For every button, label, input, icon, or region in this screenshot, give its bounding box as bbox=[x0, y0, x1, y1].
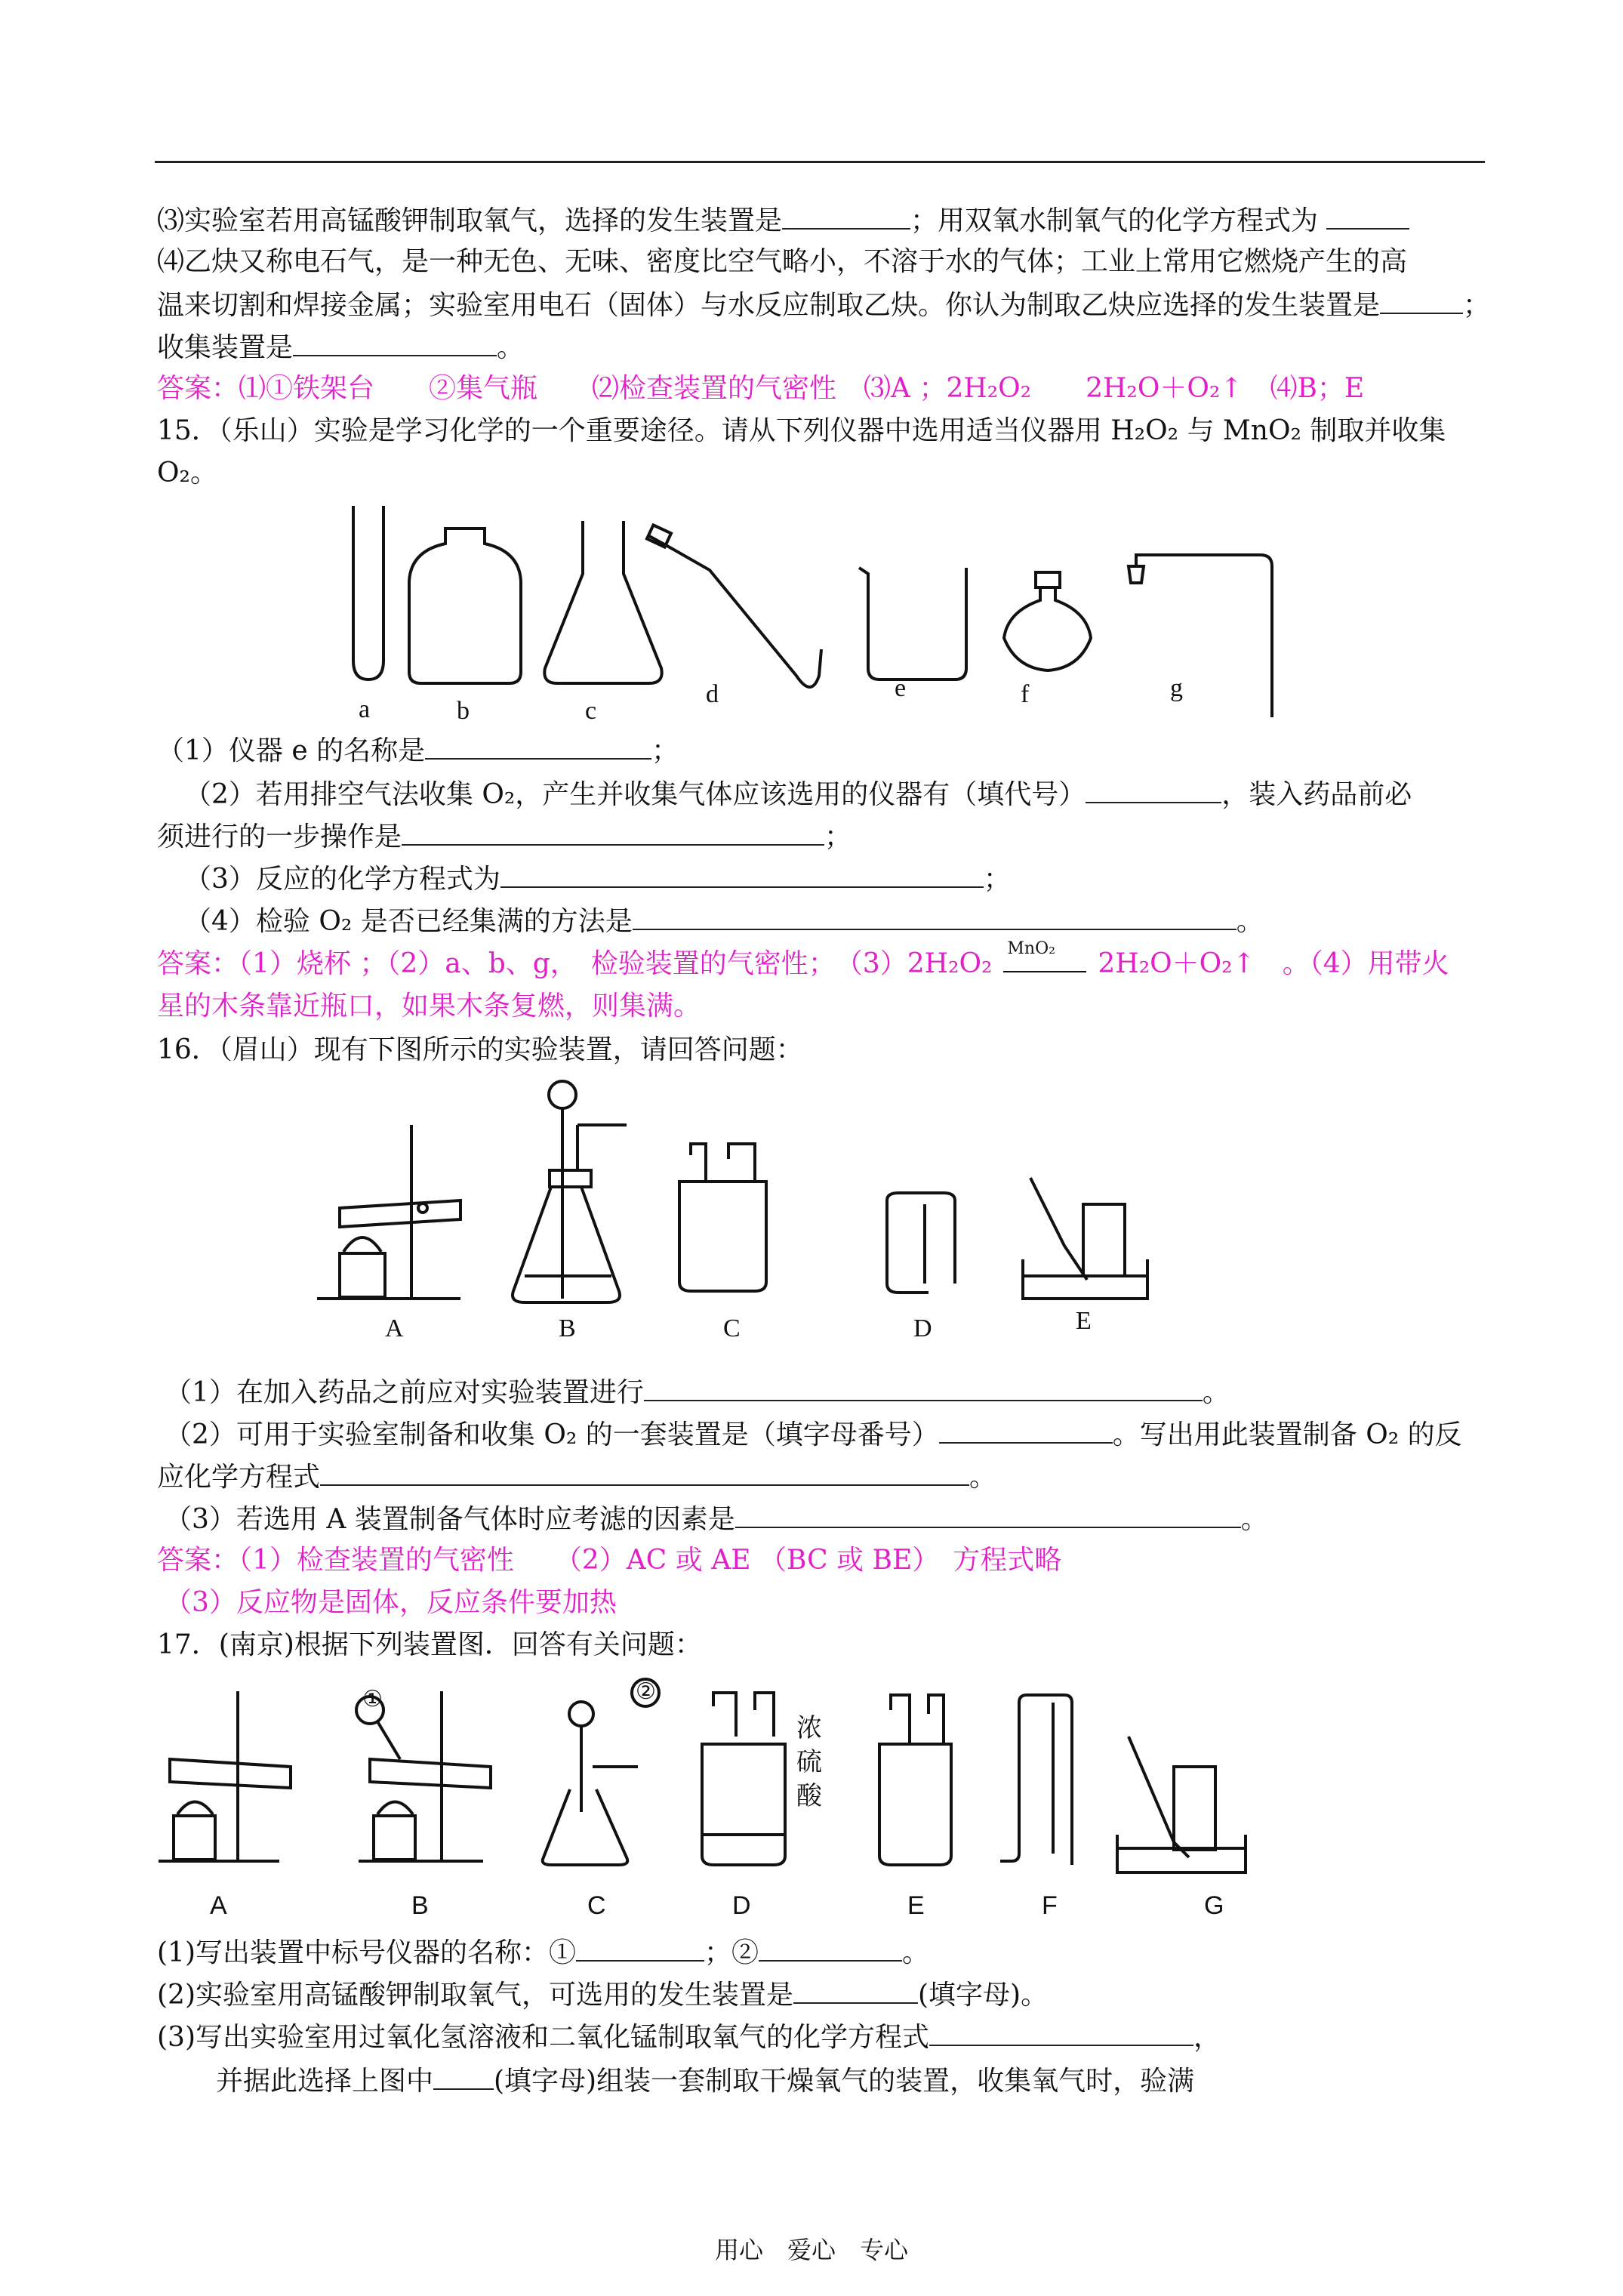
page-footer: 用心 爱心 专心 bbox=[714, 2236, 908, 2264]
q17-stem: 17．(南京)根据下列装置图．回答有关问题： bbox=[157, 1629, 702, 1660]
blank[interactable] bbox=[433, 2061, 494, 2090]
label-f: F bbox=[1042, 1891, 1058, 1920]
apparatus-f-icon bbox=[1000, 1695, 1072, 1865]
label-g: G bbox=[1204, 1891, 1224, 1920]
blank[interactable] bbox=[782, 201, 910, 230]
apparatus-d-icon bbox=[702, 1693, 785, 1865]
blank[interactable] bbox=[793, 1975, 918, 2004]
blank[interactable] bbox=[402, 817, 824, 846]
delivery-tube-icon bbox=[649, 536, 821, 687]
q15-sub1: （1）仪器 e 的名称是 ； bbox=[157, 731, 679, 770]
label-b: B bbox=[411, 1891, 429, 1920]
blank[interactable] bbox=[939, 1415, 1113, 1444]
label-a: a bbox=[359, 695, 371, 723]
blank[interactable] bbox=[644, 1373, 1203, 1401]
label-d: D bbox=[913, 1314, 932, 1342]
blank[interactable] bbox=[425, 731, 651, 760]
blank[interactable] bbox=[1380, 285, 1463, 314]
bent-tube-icon bbox=[1136, 555, 1272, 717]
q16-sub2-line2: 应化学方程式 。 bbox=[157, 1457, 996, 1496]
apparatus-a-icon bbox=[159, 1691, 291, 1861]
apparatus-c-icon bbox=[679, 1144, 766, 1291]
label-c: c bbox=[585, 697, 597, 725]
q15-sub3: （3）反应的化学方程式为 ； bbox=[184, 859, 1011, 898]
q16-sub2-line1: （2）可用于实验室制备和收集 O₂ 的一套装置是（填字母番号） 。写出用此装置制备 O₂ 的反 bbox=[165, 1415, 1462, 1454]
q17-sub3: (3)写出实验室用过氧化氢溶液和二氧化锰制取氧气的化学方程式 ， bbox=[157, 2017, 1221, 2057]
label-b: b bbox=[457, 697, 470, 725]
apparatus-e-icon bbox=[1023, 1178, 1147, 1299]
acid-char-2: 硫 bbox=[796, 1747, 822, 1777]
apparatus-c-icon bbox=[543, 1679, 659, 1865]
catalyst-label: MnO₂ bbox=[1007, 939, 1055, 958]
q15-sub4: （4）检验 O₂ 是否已经集满的方法是 。 bbox=[184, 901, 1264, 941]
apparatus-a-icon bbox=[317, 1125, 460, 1299]
blank[interactable] bbox=[735, 1499, 1241, 1528]
q17-sub2: (2)实验室用高锰酸钾制取氧气，可选用的发生装置是 (填字母)。 bbox=[157, 1975, 1048, 2014]
gas-jar-icon bbox=[409, 529, 521, 683]
q16-answer-line2: （3）反应物是固体，反应条件要加热 bbox=[165, 1587, 617, 1618]
blank[interactable] bbox=[1086, 775, 1221, 803]
q14-part4-line3: 收集装置是 。 bbox=[157, 328, 524, 367]
beaker-icon bbox=[859, 568, 966, 680]
q14-part4-line1: ⑷乙炔又称电石气，是一种无色、无味、密度比空气略小，不溶于水的气体；工业上常用它燃烧产生的高 bbox=[157, 246, 1408, 277]
apparatus-g-icon bbox=[1117, 1737, 1246, 1872]
conical-flask-icon bbox=[544, 521, 661, 683]
q16-answer-line1: 答案：（1）检查装置的气密性 （2）AC 或 AE （BC 或 BE） 方程式略 bbox=[157, 1545, 1062, 1576]
q15-instruments-figure bbox=[317, 498, 1313, 725]
label-c: C bbox=[587, 1891, 606, 1920]
apparatus-d-icon bbox=[887, 1193, 955, 1293]
header-rule bbox=[155, 161, 1485, 163]
q15-stem-line2: O₂。 bbox=[157, 458, 217, 488]
alcohol-lamp-icon bbox=[1004, 587, 1091, 670]
label-b: B bbox=[559, 1314, 576, 1342]
apparatus-b-icon bbox=[513, 1081, 627, 1302]
label-e: e bbox=[895, 674, 907, 702]
q15-sub2-line2: 须进行的一步操作是 ； bbox=[157, 817, 852, 856]
blank[interactable] bbox=[633, 901, 1236, 930]
q16-stem: 16．（眉山）现有下图所示的实验装置，请回答问题： bbox=[157, 1034, 803, 1065]
blank[interactable] bbox=[929, 2017, 1193, 2046]
q17-sub3-cont: 并据此选择上图中 (填字母)组装一套制取干燥氧气的装置，收集氧气时，验满 bbox=[216, 2061, 1194, 2100]
blank[interactable] bbox=[293, 328, 497, 356]
q15-stem-line1: 15．（乐山）实验是学习化学的一个重要途径。请从下列仪器中选用适当仪器用 H₂O₂ 与 MnO₂ 制取并收集 bbox=[157, 415, 1446, 446]
test-tube-icon bbox=[353, 506, 383, 680]
marker-1: ① bbox=[362, 1686, 383, 1712]
q16-sub1: （1）在加入药品之前应对实验装置进行 。 bbox=[165, 1373, 1230, 1412]
marker-2: ② bbox=[636, 1678, 656, 1705]
stopper-icon bbox=[1129, 566, 1144, 583]
q15-answer-line2: 星的木条靠近瓶口，如果木条复燃，则集满。 bbox=[157, 991, 701, 1022]
q16-apparatus-figure bbox=[310, 1080, 1178, 1344]
label-d: d bbox=[706, 680, 719, 708]
label-e: E bbox=[1076, 1307, 1092, 1335]
blank[interactable] bbox=[320, 1457, 969, 1486]
apparatus-b-icon bbox=[356, 1691, 491, 1861]
apparatus-e-icon bbox=[879, 1695, 951, 1865]
label-g: g bbox=[1170, 674, 1183, 702]
q14-answer: 答案：⑴①铁架台 ②集气瓶 ⑵检查装置的气密性 ⑶A ；2H₂O₂ 2H₂O＋O₂↑ ⑷B；E bbox=[157, 373, 1365, 404]
q16-sub3: （3）若选用 A 装置制备气体时应考滤的因素是 。 bbox=[165, 1499, 1268, 1539]
q15-sub2-line1: （2）若用排空气法收集 O₂，产生并收集气体应该选用的仪器有（填代号） ，装入药品前必 bbox=[184, 775, 1412, 814]
label-f: f bbox=[1021, 680, 1030, 708]
q14-part4-line2: 温来切割和焊接金属；实验室用电石（固体）与水反应制取乙炔。你认为制取乙炔应选择的发生装置是 ； bbox=[157, 285, 1490, 325]
blank[interactable] bbox=[1326, 201, 1409, 230]
q17-apparatus-figure bbox=[151, 1676, 1268, 1925]
label-a: A bbox=[210, 1891, 227, 1920]
label-c: C bbox=[723, 1314, 741, 1342]
blank[interactable] bbox=[576, 1933, 704, 1962]
blank[interactable] bbox=[759, 1933, 902, 1962]
blank[interactable] bbox=[500, 859, 984, 888]
q14-part3: ⑶实验室若用高锰酸钾制取氧气，选择的发生装置是 ；用双氧水制氧气的化学方程式为 bbox=[157, 201, 1409, 240]
label-d: D bbox=[732, 1891, 751, 1920]
q17-sub1: (1)写出装置中标号仪器的名称：① ；② 。 bbox=[157, 1933, 929, 1972]
q15-answer-line1: 答案：（1）烧杯 ；（2）a、b、g， 检验装置的气密性； （3）2H₂O₂ MnO₂ 2H₂O＋O₂↑ 。（4）用带火 bbox=[157, 945, 1449, 983]
label-a: A bbox=[385, 1314, 404, 1342]
acid-char-3: 酸 bbox=[796, 1781, 822, 1811]
acid-char-1: 浓 bbox=[796, 1713, 822, 1743]
label-e: E bbox=[907, 1891, 925, 1920]
